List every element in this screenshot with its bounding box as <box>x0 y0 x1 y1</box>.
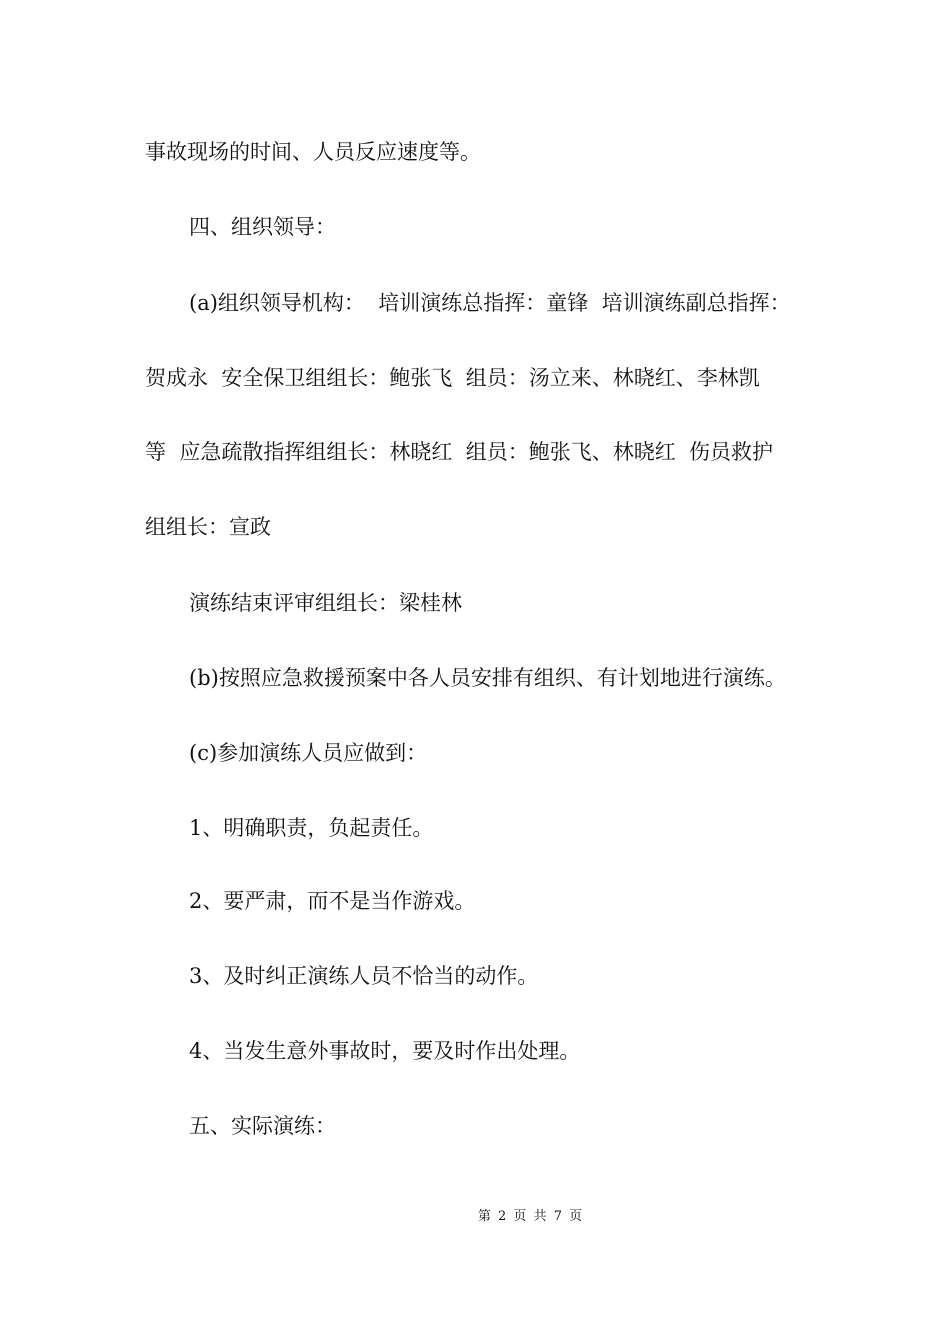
paragraph-line: (b)按照应急救援预案中各人员安排有组织、有计划地进行演练。 <box>189 666 786 690</box>
list-item: 4、当发生意外事故时，要及时作出处理。 <box>189 1039 581 1063</box>
paragraph-line: 组组长：宣政 <box>145 515 271 539</box>
list-item: 3、及时纠正演练人员不恰当的动作。 <box>189 964 539 988</box>
page-number-footer: 第 2 页 共 7 页 <box>477 1209 583 1224</box>
list-item: 1、明确职责，负起责任。 <box>189 816 434 840</box>
paragraph-line: (c)参加演练人员应做到： <box>189 741 428 765</box>
paragraph-line: 演练结束评审组组长：梁桂林 <box>189 591 462 615</box>
list-item: 2、要严肃，而不是当作游戏。 <box>189 889 476 913</box>
paragraph-line: 等 应急疏散指挥组组长：林晓红 组员：鲍张飞、林晓红 伤员救护 <box>145 440 774 464</box>
paragraph-line: 事故现场的时间、人员反应速度等。 <box>145 140 481 164</box>
section-heading: 五、实际演练： <box>189 1114 336 1138</box>
paragraph-line: (a)组织领导机构： 培训演练总指挥：童锋 培训演练副总指挥： <box>189 291 791 315</box>
section-heading: 四、组织领导： <box>189 215 336 239</box>
paragraph-line: 贺成永 安全保卫组组长：鲍张飞 组员：汤立来、林晓红、李林凯 <box>145 366 760 390</box>
